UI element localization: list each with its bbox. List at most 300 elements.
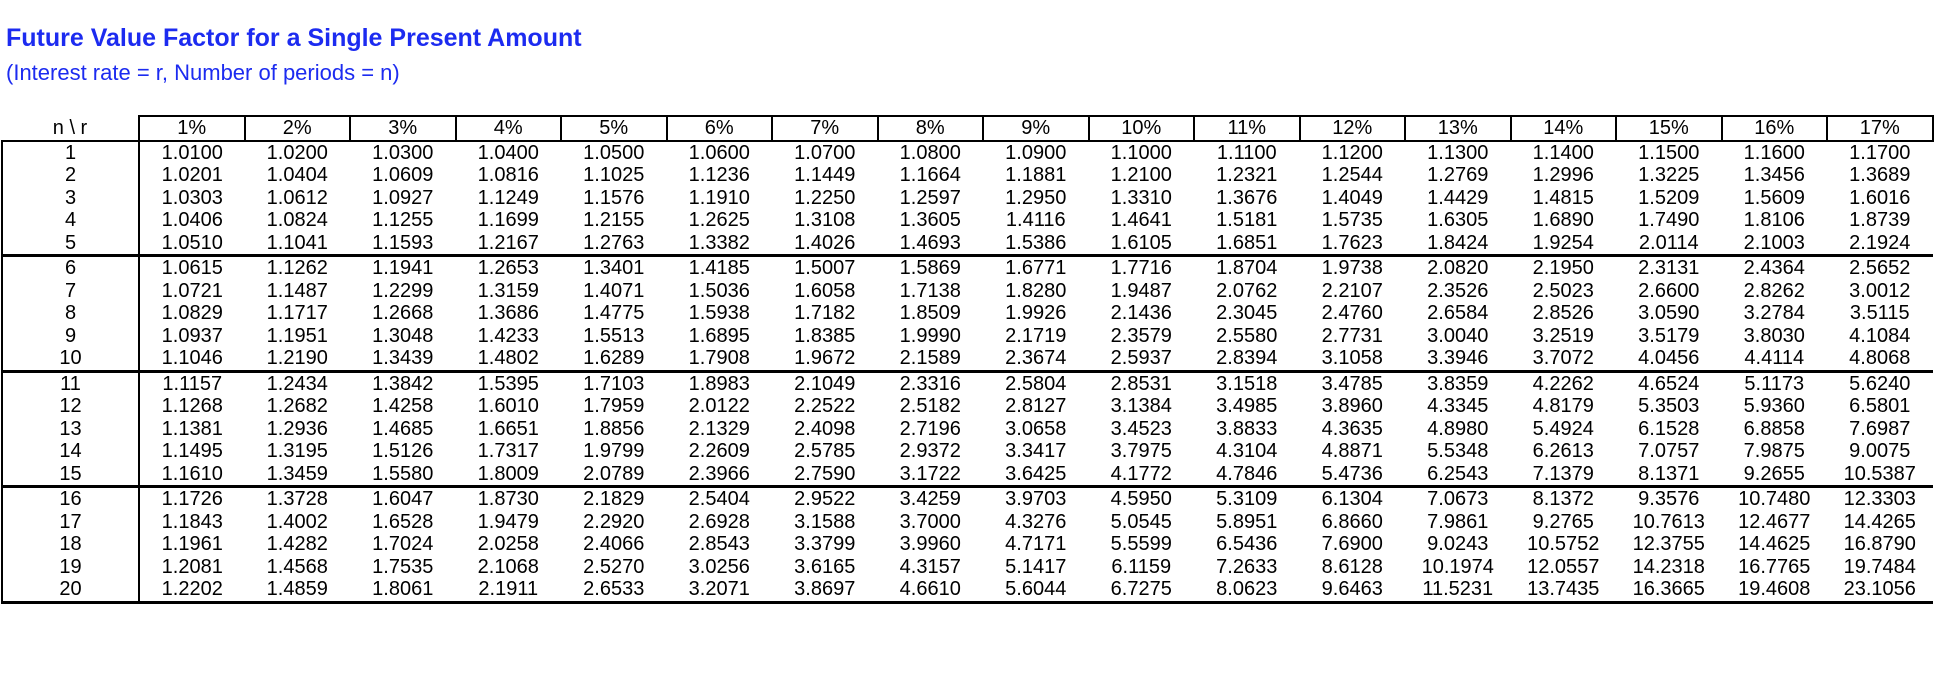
factor-cell: 10.1974 [1421, 555, 1494, 578]
rate-header: 6% [667, 116, 773, 141]
corner-label: n \ r [52, 116, 88, 139]
factor-cell: 1.7535 [372, 555, 434, 578]
factor-cell: 1.5513 [583, 324, 645, 347]
factor-cell: 8.6128 [1321, 555, 1383, 578]
factor-cell: 1.2250 [794, 186, 856, 209]
period-label: 7 [2, 280, 139, 303]
factor-cell: 7.0757 [1638, 440, 1700, 463]
factor-cell: 4.8068 [1827, 347, 1933, 371]
rate-header: 11% [1194, 116, 1300, 141]
factor-cell: 14.4265 [1843, 510, 1916, 533]
factor-cell: 2.6533 [561, 578, 667, 602]
factor-cell: 3.3417 [1005, 440, 1067, 463]
period-label: 16 [2, 487, 139, 511]
factor-cell: 12.3755 [1632, 533, 1705, 556]
rate-header: 13% [1405, 116, 1511, 141]
factor-cell: 3.8833 [1216, 417, 1278, 440]
factor-cell: 3.0256 [688, 555, 750, 578]
factor-cell: 2.1589 [878, 347, 984, 371]
factor-cell: 1.0600 [688, 141, 750, 164]
factor-cell: 2.0114 [1616, 232, 1722, 256]
factor-cell: 2.1329 [688, 417, 750, 440]
factor-cell: 19.7484 [1843, 555, 1916, 578]
factor-cell: 2.4364 [1743, 257, 1805, 280]
factor-cell: 10.5387 [1827, 463, 1933, 487]
period-label: 12 [2, 395, 139, 418]
factor-cell: 1.0937 [161, 324, 223, 347]
factor-cell: 1.2190 [245, 347, 351, 371]
factor-cell: 1.8385 [794, 324, 856, 347]
factor-cell: 1.3310 [1110, 186, 1172, 209]
factor-cell: 1.0510 [139, 232, 245, 256]
period-label: 6 [2, 256, 139, 280]
factor-cell: 2.1003 [1722, 232, 1828, 256]
factor-cell: 4.7171 [1005, 533, 1067, 556]
factor-cell: 1.2763 [561, 232, 667, 256]
factor-cell: 1.1025 [583, 164, 645, 187]
factor-cell: 1.2668 [372, 302, 434, 325]
table-row [2, 533, 1933, 556]
factor-cell: 2.5270 [583, 555, 645, 578]
factor-cell: 1.2434 [266, 372, 328, 395]
factor-cell: 3.8960 [1321, 395, 1383, 418]
factor-cell: 1.1593 [350, 232, 456, 256]
factor-cell: 4.6610 [878, 578, 984, 602]
factor-cell: 1.1200 [1321, 141, 1383, 164]
factor-cell: 4.1084 [1849, 324, 1911, 347]
factor-cell: 4.8980 [1427, 417, 1489, 440]
factor-cell: 4.4114 [1722, 347, 1828, 371]
factor-cell: 4.8179 [1532, 395, 1594, 418]
factor-cell: 3.0012 [1849, 279, 1911, 302]
factor-cell: 7.6987 [1849, 417, 1911, 440]
factor-cell: 4.2262 [1532, 372, 1594, 395]
factor-cell: 3.0590 [1638, 302, 1700, 325]
table-row [2, 232, 1933, 256]
period-label: 15 [2, 463, 139, 487]
factor-cell: 1.8739 [1849, 209, 1911, 232]
factor-cell: 1.4685 [372, 417, 434, 440]
factor-cell: 6.1304 [1321, 488, 1383, 511]
factor-cell: 4.3345 [1427, 395, 1489, 418]
factor-cell: 4.3157 [899, 555, 961, 578]
factor-cell: 4.7846 [1194, 463, 1300, 487]
factor-cell: 1.7959 [583, 395, 645, 418]
factor-cell: 2.3131 [1638, 257, 1700, 280]
factor-cell: 1.4693 [878, 232, 984, 256]
factor-cell: 1.7490 [1638, 209, 1700, 232]
table-row [2, 164, 1933, 187]
factor-cell: 2.0762 [1216, 279, 1278, 302]
factor-cell: 9.2655 [1722, 463, 1828, 487]
factor-cell: 1.8009 [456, 463, 562, 487]
factor-cell: 1.3842 [372, 372, 434, 395]
factor-cell: 1.6771 [1005, 257, 1067, 280]
factor-cell: 1.3108 [794, 209, 856, 232]
factor-cell: 1.2936 [266, 417, 328, 440]
factor-cell: 3.8697 [772, 578, 878, 602]
table-row [2, 302, 1933, 325]
factor-cell: 1.0800 [899, 141, 961, 164]
fv-factor-table [1, 115, 1934, 604]
factor-cell: 1.8856 [583, 417, 645, 440]
rate-header: 4% [456, 116, 562, 141]
factor-cell: 1.2167 [456, 232, 562, 256]
factor-cell: 2.0122 [688, 395, 750, 418]
rate-header: 15% [1616, 116, 1722, 141]
factor-cell: 3.1588 [794, 510, 856, 533]
factor-cell: 5.8951 [1216, 510, 1278, 533]
factor-cell: 10.7480 [1738, 488, 1811, 511]
table-row [2, 578, 1933, 602]
factor-cell: 3.7975 [1110, 440, 1172, 463]
factor-cell: 1.6010 [477, 395, 539, 418]
factor-cell: 1.1700 [1849, 141, 1911, 164]
factor-cell: 6.8660 [1321, 510, 1383, 533]
factor-cell: 2.2107 [1321, 279, 1383, 302]
factor-cell: 2.8531 [1110, 372, 1172, 395]
factor-cell: 1.0615 [161, 257, 223, 280]
factor-cell: 6.2613 [1532, 440, 1594, 463]
factor-cell: 3.9703 [1005, 488, 1067, 511]
factor-cell: 1.8106 [1743, 209, 1805, 232]
factor-cell: 3.4259 [899, 488, 961, 511]
factor-cell: 3.8030 [1743, 324, 1805, 347]
factor-cell: 2.2522 [794, 395, 856, 418]
factor-cell: 2.6584 [1427, 302, 1489, 325]
factor-cell: 1.5580 [350, 463, 456, 487]
rate-header: 16% [1722, 116, 1828, 141]
factor-cell: 3.3799 [794, 533, 856, 556]
period-label: 9 [2, 325, 139, 348]
period-label: 2 [2, 164, 139, 187]
factor-cell: 3.7072 [1511, 347, 1617, 371]
factor-cell: 2.7590 [772, 463, 878, 487]
factor-cell: 3.9960 [899, 533, 961, 556]
table-row [2, 347, 1933, 371]
factor-cell: 1.2597 [899, 186, 961, 209]
factor-cell: 1.1495 [161, 440, 223, 463]
factor-cell: 1.4568 [266, 555, 328, 578]
factor-cell: 1.0927 [372, 186, 434, 209]
factor-cell: 8.1372 [1532, 488, 1594, 511]
factor-cell: 1.4116 [1005, 209, 1066, 232]
factor-cell: 5.5348 [1427, 440, 1489, 463]
factor-cell: 1.4429 [1427, 186, 1489, 209]
factor-cell: 1.4258 [372, 395, 434, 418]
factor-cell: 1.9738 [1321, 257, 1383, 280]
factor-cell: 1.6058 [794, 279, 856, 302]
factor-cell: 1.1262 [266, 257, 328, 280]
factor-cell: 1.0400 [477, 141, 539, 164]
factor-cell: 16.7765 [1738, 555, 1811, 578]
factor-cell: 3.4985 [1216, 395, 1278, 418]
factor-cell: 1.0816 [477, 164, 539, 187]
factor-cell: 1.7317 [477, 440, 539, 463]
rate-header: 14% [1511, 116, 1617, 141]
factor-cell: 1.5036 [688, 279, 750, 302]
factor-cell: 1.3401 [583, 257, 645, 280]
factor-cell: 1.2202 [139, 578, 245, 602]
factor-cell: 1.2155 [583, 209, 645, 232]
period-label: 11 [2, 371, 139, 395]
factor-cell: 1.1157 [162, 372, 223, 395]
factor-cell: 1.5938 [688, 302, 750, 325]
factor-cell: 11.5231 [1405, 578, 1511, 602]
factor-cell: 2.7731 [1321, 324, 1383, 347]
factor-cell: 1.2081 [161, 555, 223, 578]
rate-header: 12% [1300, 116, 1406, 141]
table-row [2, 556, 1933, 579]
factor-cell: 2.1068 [477, 555, 539, 578]
factor-cell: 1.1843 [161, 510, 223, 533]
factor-cell: 2.1436 [1110, 302, 1172, 325]
table-row [2, 280, 1933, 303]
factor-cell: 1.3605 [899, 209, 961, 232]
factor-cell: 1.0300 [372, 141, 434, 164]
factor-cell: 1.8704 [1216, 257, 1278, 280]
factor-cell: 1.1041 [245, 232, 351, 256]
factor-cell: 10.5752 [1527, 533, 1600, 556]
factor-cell: 1.1487 [266, 279, 328, 302]
factor-cell: 3.6165 [794, 555, 856, 578]
factor-cell: 1.6528 [372, 510, 434, 533]
period-label: 4 [2, 209, 139, 232]
factor-cell: 1.2625 [688, 209, 750, 232]
factor-cell: 5.6044 [983, 578, 1089, 602]
factor-cell: 1.4002 [266, 510, 328, 533]
factor-cell: 8.0623 [1194, 578, 1300, 602]
factor-cell: 1.0100 [161, 141, 223, 164]
factor-cell: 2.5023 [1532, 279, 1594, 302]
factor-cell: 23.1056 [1827, 578, 1933, 602]
factor-cell: 1.9479 [477, 510, 539, 533]
table-row [2, 209, 1933, 232]
factor-cell: 1.7716 [1110, 257, 1172, 280]
factor-cell: 1.9799 [583, 440, 645, 463]
factor-cell: 1.1941 [372, 257, 434, 280]
factor-cell: 2.3674 [983, 347, 1089, 371]
factor-cell: 2.8127 [1005, 395, 1067, 418]
factor-cell: 3.4785 [1321, 372, 1383, 395]
factor-cell: 1.3728 [266, 488, 328, 511]
factor-cell: 3.1384 [1110, 395, 1172, 418]
factor-cell: 1.2100 [1110, 164, 1172, 187]
factor-cell: 1.0829 [161, 302, 223, 325]
table-row [2, 141, 1933, 165]
factor-cell: 1.7182 [794, 302, 856, 325]
factor-cell: 6.5801 [1849, 395, 1911, 418]
factor-cell: 1.5209 [1638, 186, 1700, 209]
factor-cell: 1.5126 [372, 440, 434, 463]
factor-cell: 6.1528 [1638, 417, 1700, 440]
factor-cell: 16.3665 [1616, 578, 1722, 602]
page-subtitle: (Interest rate = r, Number of periods = n) [6, 60, 400, 85]
factor-cell: 1.5395 [477, 372, 539, 395]
factor-cell: 4.3276 [1005, 510, 1067, 533]
rate-header: 9% [983, 116, 1089, 141]
factor-cell: 5.4924 [1532, 417, 1594, 440]
factor-cell: 3.2784 [1743, 302, 1805, 325]
factor-cell: 1.5609 [1743, 186, 1805, 209]
factor-cell: 2.1911 [456, 578, 562, 602]
factor-cell: 1.6890 [1532, 209, 1594, 232]
factor-cell: 9.0243 [1427, 533, 1489, 556]
factor-cell: 1.3459 [245, 463, 351, 487]
factor-cell: 1.6289 [561, 347, 667, 371]
factor-cell: 5.0545 [1110, 510, 1172, 533]
factor-cell: 2.5785 [794, 440, 856, 463]
factor-cell: 9.6463 [1300, 578, 1406, 602]
factor-cell: 14.2318 [1632, 555, 1705, 578]
factor-cell: 1.1400 [1532, 141, 1594, 164]
factor-cell: 1.2769 [1427, 164, 1489, 187]
factor-cell: 2.0820 [1427, 257, 1489, 280]
factor-cell: 5.1173 [1744, 372, 1805, 395]
factor-cell: 7.2633 [1216, 555, 1278, 578]
table-row [2, 187, 1933, 210]
table-header-row [2, 116, 1933, 141]
factor-cell: 1.1268 [161, 395, 223, 418]
factor-cell: 1.0721 [161, 279, 223, 302]
factor-cell: 1.5181 [1216, 209, 1278, 232]
period-label: 18 [2, 533, 139, 556]
factor-cell: 1.1881 [1005, 164, 1067, 187]
period-label: 10 [2, 347, 139, 371]
factor-cell: 1.6305 [1427, 209, 1489, 232]
factor-cell: 1.4185 [688, 257, 750, 280]
factor-cell: 7.6900 [1321, 533, 1383, 556]
factor-cell: 4.5950 [1110, 488, 1172, 511]
factor-cell: 1.2544 [1321, 164, 1383, 187]
factor-cell: 3.6425 [983, 463, 1089, 487]
rate-header: 8% [878, 116, 984, 141]
factor-cell: 2.3316 [899, 372, 961, 395]
table-row [2, 511, 1933, 534]
factor-cell: 16.8790 [1843, 533, 1916, 556]
period-label: 20 [2, 578, 139, 602]
factor-cell: 1.9487 [1110, 279, 1172, 302]
factor-cell: 2.0258 [477, 533, 539, 556]
factor-cell: 6.8858 [1743, 417, 1805, 440]
factor-cell: 1.0500 [583, 141, 645, 164]
factor-cell: 1.7623 [1300, 232, 1406, 256]
factor-cell: 1.0900 [1005, 141, 1067, 164]
factor-cell: 12.0557 [1527, 555, 1600, 578]
factor-cell: 1.1910 [688, 186, 750, 209]
factor-cell: 7.9861 [1427, 510, 1489, 533]
factor-cell: 2.3579 [1110, 324, 1172, 347]
factor-cell: 8.1371 [1616, 463, 1722, 487]
rate-header: 5% [561, 116, 667, 141]
rate-header: 3% [350, 116, 456, 141]
factor-cell: 1.9672 [772, 347, 878, 371]
factor-cell: 1.7024 [372, 533, 434, 556]
factor-cell: 2.1924 [1827, 232, 1933, 256]
factor-cell: 1.4233 [477, 324, 539, 347]
factor-cell: 4.1772 [1089, 463, 1195, 487]
factor-cell: 2.5937 [1089, 347, 1195, 371]
factor-cell: 12.3303 [1843, 488, 1916, 511]
factor-cell: 9.0075 [1849, 440, 1911, 463]
factor-cell: 1.3689 [1849, 164, 1911, 187]
factor-cell: 1.1249 [477, 186, 539, 209]
factor-cell: 7.1379 [1511, 463, 1617, 487]
factor-cell: 1.9990 [899, 324, 961, 347]
factor-cell: 3.0658 [1005, 417, 1067, 440]
factor-cell: 5.5599 [1110, 533, 1172, 556]
factor-cell: 1.1717 [266, 302, 328, 325]
factor-cell: 1.6851 [1194, 232, 1300, 256]
factor-cell: 4.0456 [1616, 347, 1722, 371]
factor-cell: 1.3676 [1216, 186, 1278, 209]
factor-cell: 1.0609 [372, 164, 434, 187]
factor-cell: 6.1159 [1111, 555, 1172, 578]
factor-cell: 2.1719 [1005, 324, 1067, 347]
factor-cell: 1.3686 [477, 302, 539, 325]
factor-cell: 19.4608 [1722, 578, 1828, 602]
factor-cell: 2.1829 [583, 488, 645, 511]
factor-cell: 1.2321 [1216, 164, 1278, 187]
factor-cell: 5.3503 [1638, 395, 1700, 418]
table-row [2, 418, 1933, 441]
factor-cell: 6.2543 [1405, 463, 1511, 487]
period-label: 17 [2, 511, 139, 534]
factor-cell: 1.3439 [350, 347, 456, 371]
factor-cell: 2.9522 [794, 488, 856, 511]
factor-cell: 1.0406 [161, 209, 223, 232]
factor-cell: 5.9360 [1743, 395, 1805, 418]
factor-cell: 2.8543 [688, 533, 750, 556]
rate-header: 7% [772, 116, 878, 141]
period-label: 8 [2, 302, 139, 325]
factor-cell: 1.6047 [372, 488, 434, 511]
factor-cell: 1.8983 [688, 372, 750, 395]
factor-cell: 1.1236 [688, 164, 750, 187]
table-row [2, 256, 1933, 280]
factor-cell: 1.3195 [266, 440, 328, 463]
factor-cell: 1.1951 [266, 324, 328, 347]
factor-cell: 1.4775 [583, 302, 645, 325]
factor-cell: 13.7435 [1511, 578, 1617, 602]
factor-cell: 2.9372 [899, 440, 961, 463]
factor-cell: 1.2682 [266, 395, 328, 418]
factor-cell: 9.3576 [1638, 488, 1700, 511]
factor-cell: 1.0303 [161, 186, 223, 209]
period-label: 3 [2, 187, 139, 210]
factor-cell: 1.1726 [161, 488, 223, 511]
factor-cell: 2.5804 [1005, 372, 1067, 395]
factor-cell: 1.2299 [372, 279, 434, 302]
factor-cell: 9.2765 [1532, 510, 1594, 533]
factor-cell: 1.4815 [1532, 186, 1594, 209]
factor-cell: 1.8509 [899, 302, 961, 325]
factor-cell: 1.3159 [477, 279, 539, 302]
table-row [2, 487, 1933, 511]
factor-cell: 6.5436 [1216, 533, 1278, 556]
factor-cell: 1.4641 [1110, 209, 1172, 232]
factor-cell: 3.1722 [878, 463, 984, 487]
factor-cell: 1.1100 [1216, 141, 1277, 164]
factor-cell: 14.4625 [1738, 533, 1811, 556]
period-label: 1 [2, 141, 139, 165]
rate-header: 2% [245, 116, 351, 141]
factor-cell: 1.7908 [667, 347, 773, 371]
table-row [2, 325, 1933, 348]
factor-cell: 3.1058 [1300, 347, 1406, 371]
period-label: 5 [2, 232, 139, 256]
factor-cell: 2.1950 [1532, 257, 1594, 280]
